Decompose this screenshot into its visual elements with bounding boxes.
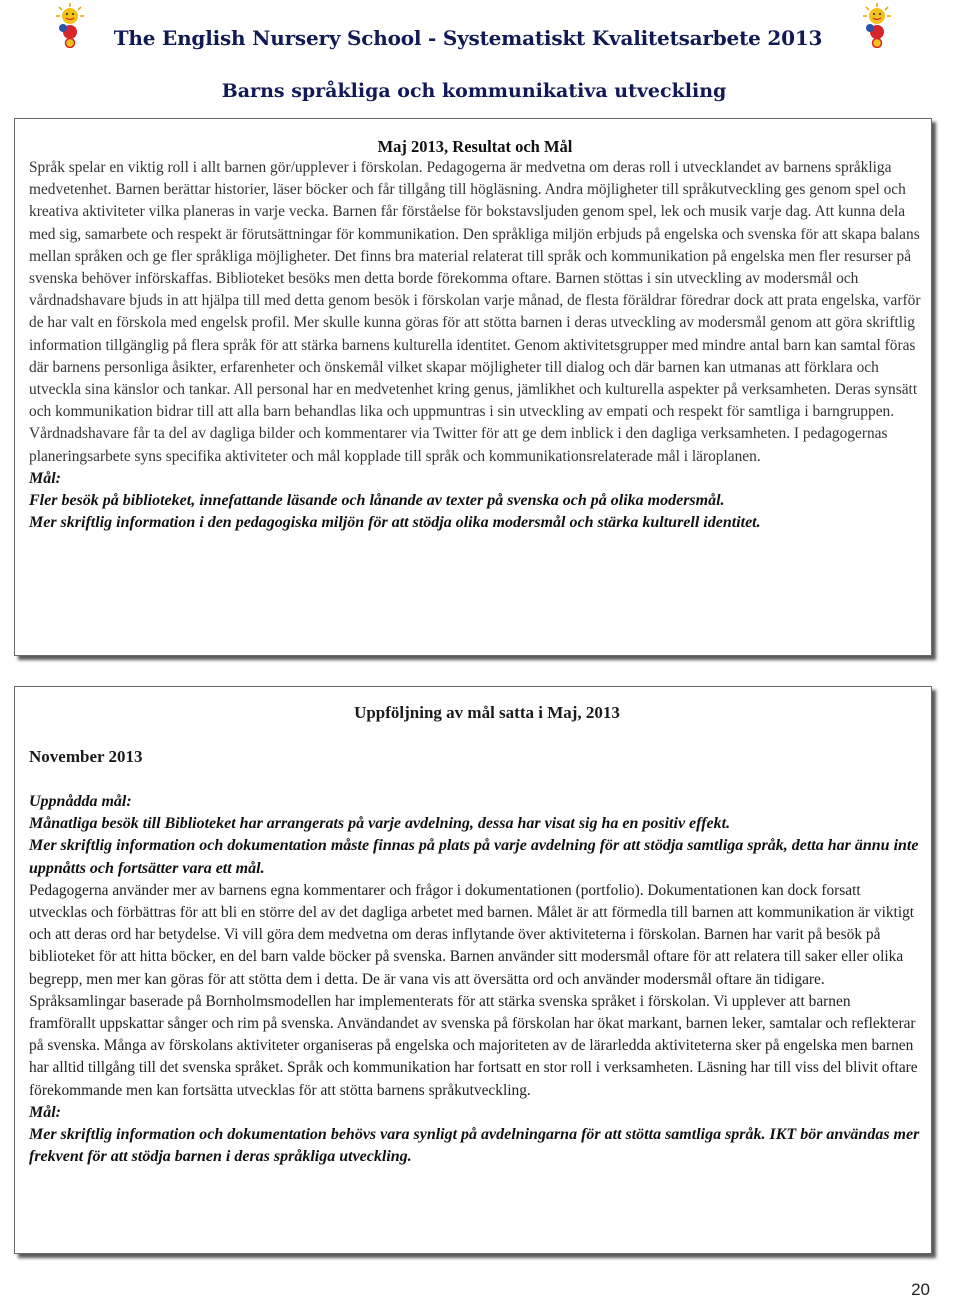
followup-date: November 2013	[29, 747, 143, 766]
goal-item: Fler besök på biblioteket, innefattande läsande och lånande av texter på svenska och på olika modersmål.	[29, 492, 725, 510]
results-box	[14, 118, 932, 656]
results-content	[29, 137, 921, 534]
results-heading: Maj 2013, Resultat och Mål	[377, 137, 573, 156]
achieved-goals-label: Uppnådda mål:	[29, 793, 132, 810]
followup-heading: Uppföljning av mål satta i Maj, 2013	[354, 703, 620, 722]
document-title: The English Nursery School - Systematiskt Kvalitetsarbete 2013	[113, 26, 823, 50]
followup-content	[29, 791, 921, 1168]
goal-item: Mer skriftlig information i den pedagogiska miljön för att stödja olika modersmål och stärka kulturell identitet.	[29, 514, 761, 532]
followup-box	[14, 686, 932, 1254]
followup-paragraph: Pedagogerna använder mer av barnens egna kommentarer och frågor i dokumentationen (portfolio). Dokumentationen kan dock forsatt utvecklas och förbättras för att bli en större del av det dagliga arbetet med barnen. Målet är att förmedla till barnen att kommunikation är viktigt och att deras ord har betydelse. Vi vill göra dem medvetna om deras inflytande över aktiviteterna i förskolan. Barnen har varit på besök på biblioteket för att hitta böcker, en del barn valde böcker på svenska. Barnen använder sitt modersmål oftare för att relatera till saker eller olika begrepp, men mer kan göras för att stötta dem i detta. De är vana vis att översätta ord och använder modersmål oftare än tidigare. Språksamlingar baserade på Bornholmsmodellen har implementerats för att stärka svenska språket i förskolan. Vi upplever att barnen framförallt uppskattar sånger och rim på svenska. Användandet av svenska på förskolan har ökat markant, barnen leker, samtalar och reflekterar på svenska. Många av förskolans aktiviteter organiseras på engelska och majoriteten av de lärarledda aktiviteterna sker på engelska men barnen har alltid tillgång till det svenska språket. Språk och kommunikation har fortsatt en stor roll i verksamheten. Läsning har till viss del blivit oftare förekommande men kan fortsätta utvecklas för att stötta barnens språkutveckling.	[29, 881, 918, 1099]
results-paragraph: Språk spelar en viktig roll i allt barnen gör/upplever i förskolan. Pedagogerna är medvetna om deras roll i utvecklandet av barnens språkliga medvetenhet. Barnen berättar historier, läser böcker och får tillgång till högläsning. Andra möjligheter till språkutveckling ges genom spel och kreativa aktiviteter vilka planeras in varje vecka. Barnen får förståelse för bokstavsljuden genom spel, lek och musik varje dag. Att kunna dela med sig, samarbete och respekt är förutsättningar för kommunikation. Den språkliga miljön erbjuds på engelska och svenska för att skapa balans mellan språken och ge fler språkliga möjligheter. Det finns bra material relaterat till språk och kommunikation på engelska men fler resurser på svenska behöver införskaffas. Biblioteket besöks men detta borde förekomma oftare. Barnen stöttas i sin utveckling av modersmål och vårdnadshavare bjuds in att hjälpa till med detta genom besök i förskolan varje månad, de flesta föräldrar föredrar dock att prata engelska, varför de har valt en förskola med engelsk profil. Mer skulle kunna göras för att stötta barnen i deras utveckling av modersmål genom att göra skriftlig information tillgänglig på flera språk för att stärka barnens kulturella identitet. Genom aktivitetsgrupper med mindre antal barn kan samtal föras där barnens personliga åsikter, erfarenheter och önskemål vilket skapar möjligheter till dialog och där barnen kan utmanas att förklara och utveckla sina känslor och tankar. All personal har en medvetenhet kring genus, jämlikhet och kulturella aspekter på verksamheten. Deras synsätt och kommunikation bidrar till att alla barn behandlas lika och uppmuntras i sin utveckling av empati och respekt för samtliga i barngruppen. Vårdnadshavare får ta del av dagliga bilder och kommentarer via Twitter för att ge dem inblick i den dagliga verksamheten. I pedagogernas planeringsarbete syns specifika aktiviteter och mål kopplade till språk och kommunikationsrelaterade mål i läroplanen.	[29, 159, 921, 465]
section-title: Barns språkliga och kommunikativa utveckling	[221, 80, 727, 102]
goals-label: Mål:	[29, 469, 61, 487]
goal-item: Mer skriftlig information och dokumentation behövs vara synligt på avdelningarna för att stötta samtliga språk. IKT bör användas mer frekvent för att stödja barnen i deras språkliga utveckling.	[29, 1126, 920, 1166]
achieved-goal-item: Månatliga besök till Biblioteket har arrangerats på varje avdelning, dessa har visat sig ha en positiv effekt.	[29, 815, 731, 833]
goals-label: Mål:	[29, 1103, 61, 1121]
page-number: 20	[911, 1280, 930, 1299]
achieved-goal-item: Mer skriftlig information och dokumentation måste finnas på plats på varje avdelning för att stödja samtliga språk, detta har ännu inte uppnåtts och fortsätter vara ett mål.	[29, 837, 919, 877]
